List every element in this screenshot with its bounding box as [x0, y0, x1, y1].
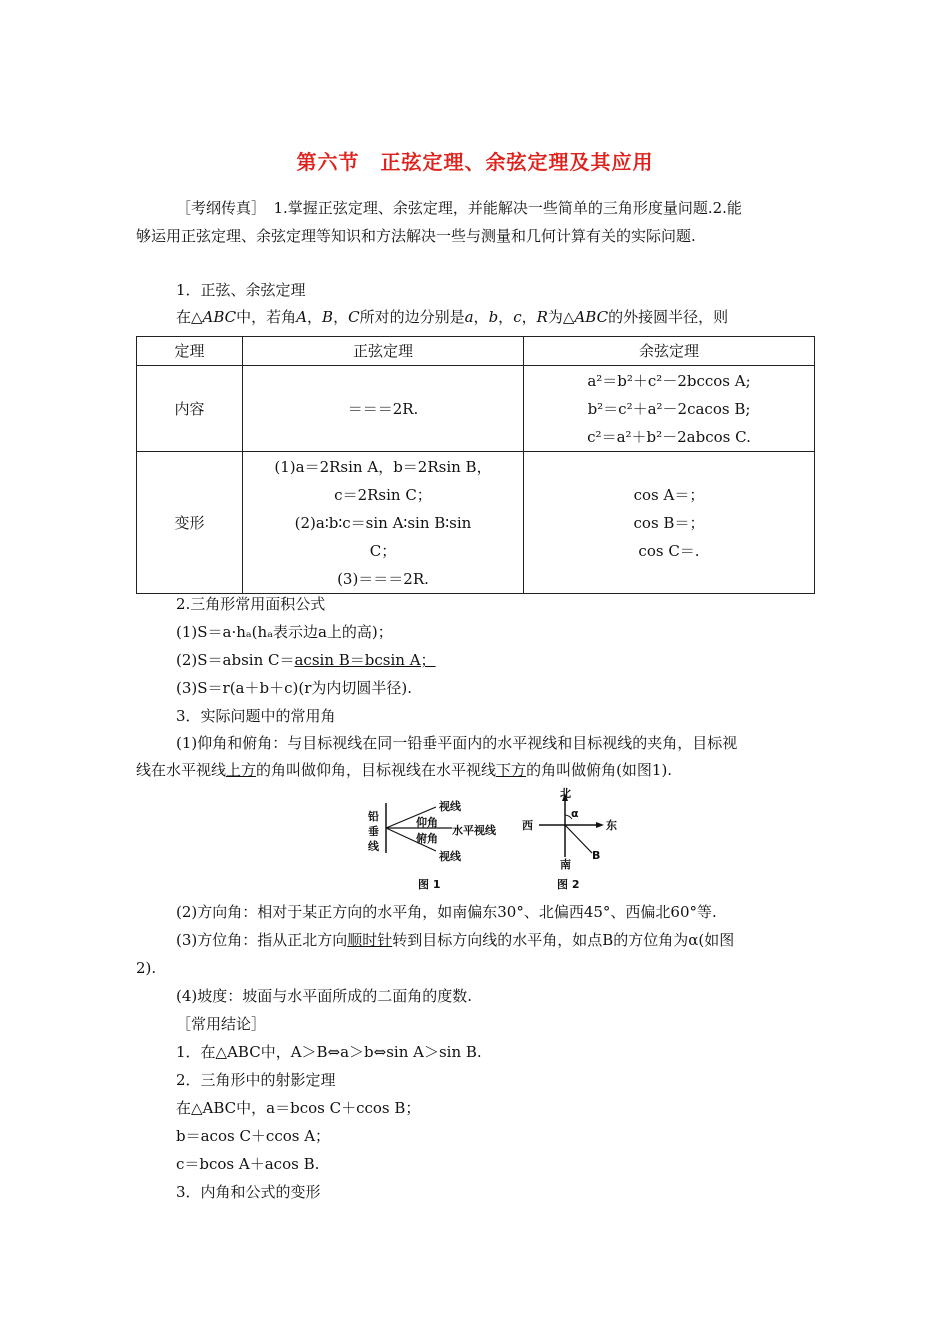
- row-content-sine: ＝＝＝2R.: [243, 366, 524, 452]
- cos-B-formula: cos B＝；: [633, 513, 705, 532]
- cos-A-formula: cos A＝；: [633, 485, 705, 504]
- cosine-law-c: c²＝a²＋b²－2abcos C.: [587, 427, 751, 446]
- projection-c: c＝bcos A＋acos B.: [176, 1155, 320, 1173]
- fig1-vert-3: 线: [368, 840, 379, 853]
- east-arrow-icon: [596, 822, 604, 828]
- row-variant-cosine: [524, 452, 815, 594]
- fig1-vert-2: 垂: [368, 825, 379, 838]
- fig2-west: 西: [522, 819, 533, 832]
- bearing-line-1: (3)方位角：指从正北方向顺时针转到目标方向线的水平角，如点B的方位角为α(如图: [176, 931, 735, 949]
- page-title: 第六节 正弦定理、余弦定理及其应用: [296, 150, 654, 174]
- conclusion-3: 3．内角和公式的变形: [176, 1183, 321, 1201]
- area-formula-2: (2)S＝absin C＝acsin B＝bcsin A；: [176, 651, 436, 669]
- bearing-line-2: 2).: [136, 959, 157, 977]
- sine-variant-3: (3)＝＝＝2R.: [337, 569, 429, 588]
- fig1-sight-top: 视线: [439, 800, 461, 813]
- fig2-caption: 图 2: [557, 878, 580, 891]
- section-2-heading: 2.三角形常用面积公式: [176, 595, 326, 613]
- sine-variant-1: (1)a＝2Rsin A，b＝2Rsin B，: [274, 457, 492, 476]
- section-1-intro: 在△ABC中，若角A，B，C所对的边分别是a，b，c，R为△ABC的外接圆半径，则: [176, 308, 729, 326]
- fig2-B: B: [592, 849, 601, 862]
- theorem-table: [136, 336, 815, 594]
- sine-variant-1b: c＝2Rsin C；: [334, 485, 432, 504]
- projection-a: 在△ABC中，a＝bcos C＋ccos B；: [176, 1099, 421, 1117]
- angle-figures: [364, 785, 624, 895]
- elevation-depression-line-1: (1)仰角和俯角：与目标视线在同一铅垂平面内的水平视线和目标视线的夹角，目标视: [176, 734, 738, 752]
- conclusion-2: 2．三角形中的射影定理: [176, 1071, 336, 1089]
- fig2-south: 南: [560, 858, 571, 871]
- fig1-elevation-angle: 仰角: [416, 816, 438, 829]
- area-formula-1: (1)S＝a·hₐ(hₐ表示边a上的高)；: [176, 623, 393, 641]
- cosine-law-b: b²＝c²＋a²－2cacos B;: [587, 399, 751, 418]
- fig1-caption: 图 1: [418, 878, 441, 891]
- conclusions-heading: ［常用结论］: [176, 1015, 267, 1033]
- fig1-sight-bot: 视线: [439, 850, 461, 863]
- fig2-alpha: α: [571, 807, 579, 820]
- slope-definition: (4)坡度：坡面与水平面所成的二面角的度数.: [176, 987, 473, 1005]
- row-variant-sine: [243, 452, 524, 594]
- area-formula-3: (3)S＝r(a＋b＋c)(r为内切圆半径).: [176, 679, 412, 697]
- table-header-cosine: 余弦定理: [524, 337, 815, 366]
- fig1-vert-1: 铅: [368, 810, 379, 823]
- fig1-horizontal: 水平视线: [452, 824, 496, 837]
- fig1-depression-angle: 俯角: [416, 832, 438, 845]
- projection-b: b＝acos C＋ccos A；: [176, 1127, 331, 1145]
- row-content-label: 内容: [137, 366, 243, 452]
- table-header-theorem: 定理: [137, 337, 243, 366]
- sine-variant-2b: C；: [369, 541, 397, 560]
- table-header-sine: 正弦定理: [243, 337, 524, 366]
- kaogang-line-2: 够运用正弦定理、余弦定理等知识和方法解决一些与测量和几何计算有关的实际问题.: [136, 227, 696, 245]
- kaogang-line-1: ［考纲传真］ 1.掌握正弦定理、余弦定理，并能解决一些简单的三角形度量问题.2.能: [176, 199, 742, 217]
- sine-variant-2: (2)a∶b∶c＝sin A∶sin B∶sin: [294, 513, 472, 532]
- bearing-line-B: [565, 825, 592, 853]
- row-content-cosine: [524, 366, 815, 452]
- fig2-north: 北: [560, 787, 571, 800]
- fig2-east: 东: [606, 819, 617, 832]
- cosine-law-a: a²＝b²＋c²－2bccos A;: [587, 371, 751, 390]
- section-3-heading: 3．实际问题中的常用角: [176, 707, 336, 725]
- section-1-heading: 1．正弦、余弦定理: [176, 281, 306, 299]
- elevation-depression-line-2: 线在水平视线上方的角叫做仰角，目标视线在水平视线下方的角叫做俯角(如图1).: [136, 761, 673, 779]
- row-variant-label: 变形: [137, 452, 243, 594]
- cos-C-formula: cos C＝.: [638, 541, 700, 560]
- direction-angle: (2)方向角：相对于某正方向的水平角，如南偏东30°、北偏西45°、西偏北60°等.: [176, 903, 717, 921]
- conclusion-1: 1．在△ABC中，A＞B⇔a＞b⇔sin A＞sin B.: [176, 1043, 482, 1061]
